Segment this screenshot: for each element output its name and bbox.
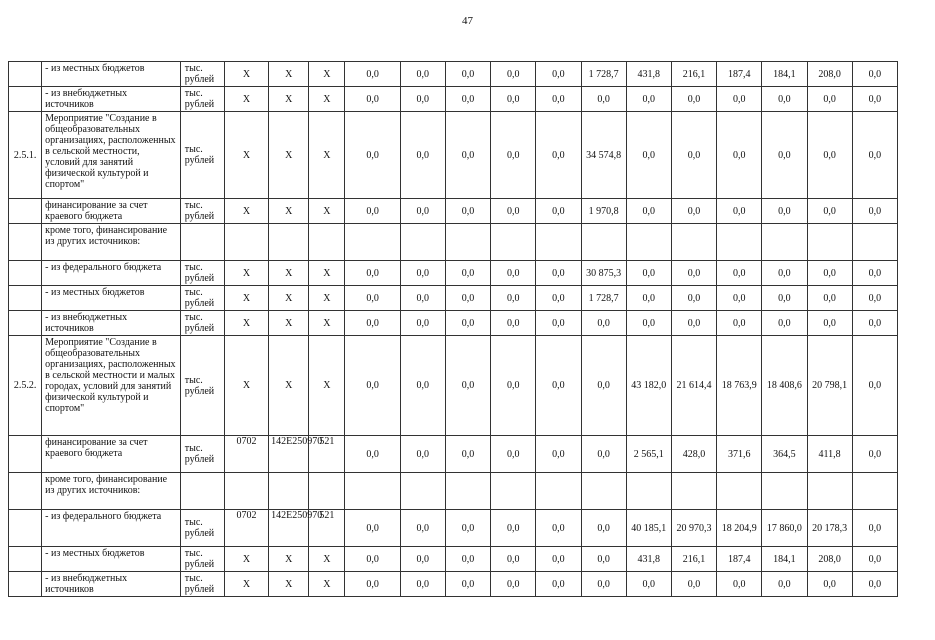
value-cell <box>445 224 490 261</box>
value-cell: 21 614,4 <box>671 336 716 436</box>
budget-code-cell <box>224 224 268 261</box>
value-cell: 0,0 <box>445 87 490 112</box>
value-cell: 0,0 <box>536 286 581 311</box>
value-cell: 0,0 <box>536 510 581 547</box>
value-cell <box>671 473 716 510</box>
value-cell: 0,0 <box>852 286 897 311</box>
value-cell: 0,0 <box>345 286 400 311</box>
value-cell: 0,0 <box>445 510 490 547</box>
budget-code-cell: 0702 <box>224 510 268 547</box>
row-unit: тыс. рублей <box>180 547 224 572</box>
value-cell: 0,0 <box>626 112 671 199</box>
value-cell: 0,0 <box>671 112 716 199</box>
value-cell: 0,0 <box>807 199 852 224</box>
value-cell: 0,0 <box>671 311 716 336</box>
row-name: Мероприятие "Создание в общеобразовательных организациях, расположенных в сельской местности и малых городах, условий для занятий физической культурой и спортом" <box>42 336 181 436</box>
value-cell: 0,0 <box>400 286 445 311</box>
value-cell: 18 204,9 <box>717 510 762 547</box>
value-cell: 0,0 <box>671 87 716 112</box>
value-cell: 0,0 <box>536 261 581 286</box>
value-cell: 0,0 <box>852 112 897 199</box>
value-cell: 0,0 <box>536 62 581 87</box>
value-cell <box>626 224 671 261</box>
value-cell <box>400 473 445 510</box>
row-unit: тыс. рублей <box>180 112 224 199</box>
row-number <box>9 510 42 547</box>
budget-code-cell: X <box>269 87 309 112</box>
budget-code-cell: X <box>224 199 268 224</box>
row-name: - из местных бюджетов <box>42 62 181 87</box>
value-cell: 0,0 <box>807 311 852 336</box>
value-cell: 0,0 <box>852 87 897 112</box>
value-cell <box>345 473 400 510</box>
budget-code-cell: X <box>224 261 268 286</box>
value-cell: 0,0 <box>491 199 536 224</box>
value-cell: 0,0 <box>762 87 807 112</box>
value-cell <box>852 224 897 261</box>
value-cell: 0,0 <box>400 547 445 572</box>
value-cell: 0,0 <box>445 261 490 286</box>
row-name: - из внебюджетных источников <box>42 572 181 597</box>
budget-code-cell <box>269 473 309 510</box>
budget-code-cell: X <box>309 261 345 286</box>
value-cell: 0,0 <box>852 436 897 473</box>
budget-code-cell: X <box>309 547 345 572</box>
value-cell: 0,0 <box>852 261 897 286</box>
value-cell: 0,0 <box>491 436 536 473</box>
row-name: - из внебюджетных источников <box>42 311 181 336</box>
budget-code-cell: X <box>224 336 268 436</box>
value-cell: 0,0 <box>400 261 445 286</box>
budget-code-cell: X <box>269 336 309 436</box>
budget-code-cell <box>269 224 309 261</box>
row-unit <box>180 473 224 510</box>
value-cell: 0,0 <box>581 311 626 336</box>
value-cell: 0,0 <box>345 510 400 547</box>
value-cell: 0,0 <box>581 547 626 572</box>
value-cell: 0,0 <box>400 436 445 473</box>
value-cell: 0,0 <box>345 199 400 224</box>
value-cell: 0,0 <box>400 336 445 436</box>
value-cell <box>491 473 536 510</box>
value-cell: 43 182,0 <box>626 336 671 436</box>
budget-table <box>8 61 898 597</box>
value-cell: 0,0 <box>536 336 581 436</box>
value-cell: 0,0 <box>717 261 762 286</box>
value-cell: 0,0 <box>626 87 671 112</box>
row-name: Мероприятие "Создание в общеобразовательных организациях, расположенных в сельской местности, условий для занятий физической культурой и спортом" <box>42 112 181 199</box>
value-cell: 431,8 <box>626 547 671 572</box>
table-row <box>9 572 898 597</box>
value-cell: 0,0 <box>345 261 400 286</box>
value-cell: 0,0 <box>852 547 897 572</box>
budget-code-cell <box>309 224 345 261</box>
budget-code-cell: X <box>309 199 345 224</box>
row-name: - из федерального бюджета <box>42 510 181 547</box>
value-cell: 428,0 <box>671 436 716 473</box>
value-cell: 0,0 <box>345 336 400 436</box>
value-cell: 0,0 <box>671 199 716 224</box>
value-cell <box>762 224 807 261</box>
value-cell: 1 728,7 <box>581 62 626 87</box>
table-row <box>9 473 898 510</box>
value-cell: 0,0 <box>345 547 400 572</box>
budget-code-cell: 0702 <box>224 436 268 473</box>
row-unit: тыс. рублей <box>180 311 224 336</box>
value-cell: 0,0 <box>762 572 807 597</box>
table-row <box>9 286 898 311</box>
value-cell: 0,0 <box>536 199 581 224</box>
value-cell: 0,0 <box>400 311 445 336</box>
row-number <box>9 311 42 336</box>
value-cell: 0,0 <box>445 436 490 473</box>
row-name: кроме того, финансирование из других источников: <box>42 224 181 261</box>
row-number: 2.5.1. <box>9 112 42 199</box>
row-name: - из местных бюджетов <box>42 547 181 572</box>
value-cell <box>852 473 897 510</box>
value-cell: 184,1 <box>762 62 807 87</box>
table-row <box>9 311 898 336</box>
value-cell: 0,0 <box>491 261 536 286</box>
row-unit: тыс. рублей <box>180 261 224 286</box>
value-cell: 0,0 <box>581 510 626 547</box>
value-cell <box>717 224 762 261</box>
value-cell: 0,0 <box>626 572 671 597</box>
value-cell: 0,0 <box>626 261 671 286</box>
budget-code-cell: X <box>269 199 309 224</box>
row-number <box>9 436 42 473</box>
value-cell: 1 728,7 <box>581 286 626 311</box>
value-cell: 0,0 <box>491 572 536 597</box>
value-cell: 20 178,3 <box>807 510 852 547</box>
value-cell: 0,0 <box>671 572 716 597</box>
value-cell: 0,0 <box>581 336 626 436</box>
value-cell: 0,0 <box>345 572 400 597</box>
row-unit: тыс. рублей <box>180 286 224 311</box>
row-number <box>9 224 42 261</box>
row-number <box>9 62 42 87</box>
value-cell: 0,0 <box>400 199 445 224</box>
row-unit: тыс. рублей <box>180 572 224 597</box>
value-cell: 0,0 <box>626 199 671 224</box>
budget-code-cell: X <box>309 87 345 112</box>
row-unit: тыс. рублей <box>180 436 224 473</box>
row-number <box>9 87 42 112</box>
value-cell: 371,6 <box>717 436 762 473</box>
value-cell: 20 970,3 <box>671 510 716 547</box>
value-cell: 0,0 <box>581 87 626 112</box>
value-cell: 0,0 <box>807 286 852 311</box>
value-cell: 0,0 <box>852 199 897 224</box>
budget-code-cell: X <box>309 336 345 436</box>
value-cell: 0,0 <box>491 62 536 87</box>
value-cell: 0,0 <box>717 199 762 224</box>
budget-code-cell: X <box>269 311 309 336</box>
value-cell: 0,0 <box>445 572 490 597</box>
value-cell <box>626 473 671 510</box>
value-cell <box>581 473 626 510</box>
value-cell: 0,0 <box>491 286 536 311</box>
value-cell <box>717 473 762 510</box>
value-cell: 216,1 <box>671 62 716 87</box>
value-cell: 0,0 <box>852 62 897 87</box>
value-cell: 0,0 <box>852 311 897 336</box>
value-cell: 208,0 <box>807 547 852 572</box>
budget-code-cell: X <box>224 572 268 597</box>
budget-code-cell: X <box>309 286 345 311</box>
budget-code-cell: 521 <box>309 510 345 547</box>
table-row <box>9 62 898 87</box>
value-cell: 0,0 <box>717 112 762 199</box>
value-cell: 187,4 <box>717 547 762 572</box>
table-row <box>9 510 898 547</box>
row-unit: тыс. рублей <box>180 336 224 436</box>
budget-code-cell: X <box>224 311 268 336</box>
value-cell: 0,0 <box>400 62 445 87</box>
value-cell: 17 860,0 <box>762 510 807 547</box>
value-cell: 0,0 <box>762 286 807 311</box>
value-cell: 0,0 <box>671 286 716 311</box>
value-cell: 0,0 <box>445 112 490 199</box>
row-number <box>9 547 42 572</box>
value-cell: 0,0 <box>400 572 445 597</box>
value-cell: 0,0 <box>717 286 762 311</box>
value-cell: 0,0 <box>807 572 852 597</box>
budget-code-cell: 521 <box>309 436 345 473</box>
row-unit: тыс. рублей <box>180 199 224 224</box>
page-number: 47 <box>462 15 473 27</box>
table-row <box>9 224 898 261</box>
value-cell: 364,5 <box>762 436 807 473</box>
value-cell: 0,0 <box>491 112 536 199</box>
value-cell: 0,0 <box>491 87 536 112</box>
row-name: - из местных бюджетов <box>42 286 181 311</box>
value-cell <box>807 473 852 510</box>
row-unit: тыс. рублей <box>180 62 224 87</box>
value-cell: 0,0 <box>807 261 852 286</box>
row-name: кроме того, финансирование из других источников: <box>42 473 181 510</box>
value-cell: 0,0 <box>491 311 536 336</box>
value-cell: 0,0 <box>445 199 490 224</box>
budget-code-cell: X <box>309 112 345 199</box>
budget-code-cell: X <box>269 572 309 597</box>
row-number <box>9 473 42 510</box>
budget-code-cell: X <box>269 261 309 286</box>
value-cell <box>445 473 490 510</box>
value-cell: 431,8 <box>626 62 671 87</box>
value-cell: 208,0 <box>807 62 852 87</box>
value-cell: 0,0 <box>536 547 581 572</box>
value-cell: 0,0 <box>807 87 852 112</box>
value-cell: 411,8 <box>807 436 852 473</box>
budget-code-cell: 142E250970 <box>269 436 309 473</box>
value-cell: 187,4 <box>717 62 762 87</box>
value-cell: 0,0 <box>400 112 445 199</box>
value-cell: 0,0 <box>345 62 400 87</box>
value-cell <box>536 224 581 261</box>
budget-code-cell <box>309 473 345 510</box>
value-cell: 0,0 <box>345 112 400 199</box>
row-name: - из внебюджетных источников <box>42 87 181 112</box>
table-row <box>9 199 898 224</box>
value-cell: 18 763,9 <box>717 336 762 436</box>
value-cell: 0,0 <box>445 286 490 311</box>
budget-code-cell: X <box>224 286 268 311</box>
value-cell: 30 875,3 <box>581 261 626 286</box>
value-cell: 0,0 <box>717 572 762 597</box>
value-cell: 184,1 <box>762 547 807 572</box>
value-cell: 0,0 <box>445 336 490 436</box>
value-cell <box>345 224 400 261</box>
budget-code-cell: X <box>224 547 268 572</box>
budget-code-cell: X <box>309 62 345 87</box>
value-cell: 0,0 <box>536 572 581 597</box>
value-cell: 0,0 <box>626 311 671 336</box>
value-cell <box>400 224 445 261</box>
budget-code-cell: 142E250970 <box>269 510 309 547</box>
row-number <box>9 572 42 597</box>
budget-code-cell: X <box>269 62 309 87</box>
value-cell: 0,0 <box>491 547 536 572</box>
value-cell: 0,0 <box>626 286 671 311</box>
value-cell: 0,0 <box>345 87 400 112</box>
table-row <box>9 436 898 473</box>
budget-code-cell: X <box>269 547 309 572</box>
table-row <box>9 547 898 572</box>
value-cell: 0,0 <box>536 436 581 473</box>
value-cell <box>491 224 536 261</box>
budget-code-cell: X <box>269 286 309 311</box>
value-cell: 40 185,1 <box>626 510 671 547</box>
budget-code-cell: X <box>309 572 345 597</box>
value-cell: 0,0 <box>445 311 490 336</box>
table-row <box>9 261 898 286</box>
row-unit: тыс. рублей <box>180 510 224 547</box>
value-cell: 0,0 <box>762 112 807 199</box>
value-cell <box>671 224 716 261</box>
row-number: 2.5.2. <box>9 336 42 436</box>
value-cell: 0,0 <box>581 572 626 597</box>
budget-code-cell: X <box>309 311 345 336</box>
value-cell: 0,0 <box>536 112 581 199</box>
row-name: - из федерального бюджета <box>42 261 181 286</box>
value-cell: 0,0 <box>581 436 626 473</box>
value-cell <box>536 473 581 510</box>
row-unit: тыс. рублей <box>180 87 224 112</box>
value-cell: 0,0 <box>762 311 807 336</box>
value-cell: 0,0 <box>536 87 581 112</box>
row-name: финансирование за счет краевого бюджета <box>42 436 181 473</box>
value-cell: 20 798,1 <box>807 336 852 436</box>
value-cell: 34 574,8 <box>581 112 626 199</box>
table-row <box>9 336 898 436</box>
value-cell: 0,0 <box>717 87 762 112</box>
row-number <box>9 286 42 311</box>
value-cell: 0,0 <box>445 62 490 87</box>
row-unit <box>180 224 224 261</box>
table-row <box>9 112 898 199</box>
row-name: финансирование за счет краевого бюджета <box>42 199 181 224</box>
value-cell: 0,0 <box>345 436 400 473</box>
value-cell: 0,0 <box>671 261 716 286</box>
budget-code-cell: X <box>224 62 268 87</box>
value-cell: 0,0 <box>852 572 897 597</box>
budget-code-cell: X <box>224 112 268 199</box>
row-number <box>9 199 42 224</box>
value-cell: 2 565,1 <box>626 436 671 473</box>
budget-code-cell: X <box>269 112 309 199</box>
value-cell: 0,0 <box>762 261 807 286</box>
table-row <box>9 87 898 112</box>
budget-code-cell: X <box>224 87 268 112</box>
value-cell: 0,0 <box>491 336 536 436</box>
value-cell: 0,0 <box>717 311 762 336</box>
value-cell: 0,0 <box>491 510 536 547</box>
budget-code-cell <box>224 473 268 510</box>
value-cell: 0,0 <box>852 510 897 547</box>
value-cell: 0,0 <box>807 112 852 199</box>
value-cell: 0,0 <box>852 336 897 436</box>
value-cell: 0,0 <box>762 199 807 224</box>
value-cell: 0,0 <box>400 510 445 547</box>
value-cell <box>807 224 852 261</box>
value-cell <box>581 224 626 261</box>
value-cell: 1 970,8 <box>581 199 626 224</box>
table-body <box>9 62 898 597</box>
row-number <box>9 261 42 286</box>
value-cell <box>762 473 807 510</box>
value-cell: 0,0 <box>445 547 490 572</box>
value-cell: 0,0 <box>345 311 400 336</box>
value-cell: 0,0 <box>400 87 445 112</box>
value-cell: 18 408,6 <box>762 336 807 436</box>
value-cell: 216,1 <box>671 547 716 572</box>
value-cell: 0,0 <box>536 311 581 336</box>
